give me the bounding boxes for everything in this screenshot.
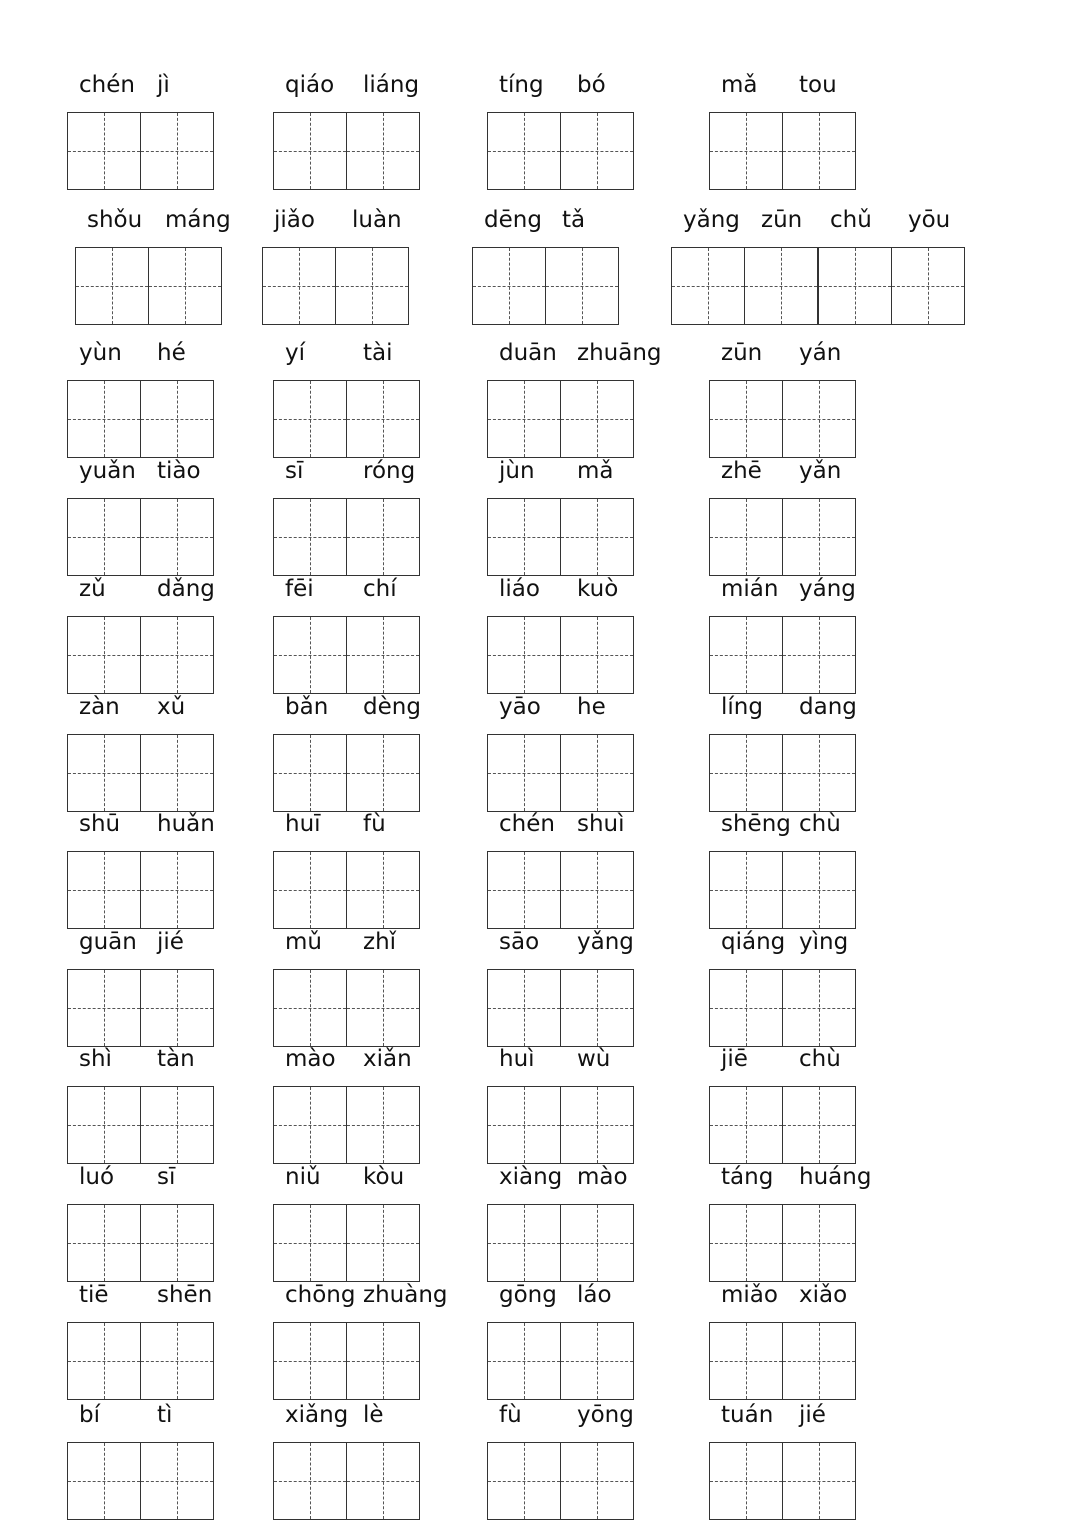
pinyin-syllable: róng bbox=[363, 458, 416, 484]
pinyin-syllable: mián bbox=[721, 576, 779, 602]
pinyin-label bbox=[709, 927, 909, 957]
pinyin-syllable: jié bbox=[799, 1402, 826, 1428]
writing-cell[interactable] bbox=[140, 1322, 214, 1400]
writing-cell[interactable] bbox=[487, 1322, 561, 1400]
writing-cell[interactable] bbox=[140, 380, 214, 458]
writing-cell[interactable] bbox=[560, 1086, 634, 1164]
writing-cell[interactable] bbox=[487, 498, 561, 576]
pinyin-syllable: xiǎo bbox=[799, 1282, 848, 1308]
writing-cell[interactable] bbox=[782, 616, 856, 694]
pinyin-syllable: yáng bbox=[799, 576, 856, 602]
pinyin-syllable: tǎ bbox=[562, 207, 586, 233]
pinyin-label bbox=[67, 809, 267, 839]
pinyin-label bbox=[273, 1162, 473, 1192]
writing-cell[interactable] bbox=[67, 1204, 141, 1282]
pinyin-syllable: yìng bbox=[799, 929, 849, 955]
pinyin-syllable: tàn bbox=[157, 1046, 195, 1072]
writing-cell[interactable] bbox=[273, 616, 347, 694]
writing-cell[interactable] bbox=[782, 1442, 856, 1520]
writing-cell[interactable] bbox=[273, 380, 347, 458]
pinyin-syllable: he bbox=[577, 694, 606, 720]
pinyin-syllable: sāo bbox=[499, 929, 540, 955]
writing-grid bbox=[273, 1322, 418, 1400]
pinyin-label bbox=[487, 338, 687, 368]
pinyin-label bbox=[709, 692, 909, 722]
pinyin-syllable: yōu bbox=[908, 207, 951, 233]
pinyin-label bbox=[472, 205, 672, 235]
pinyin-label bbox=[273, 70, 473, 100]
writing-cell[interactable] bbox=[335, 247, 409, 325]
writing-cell[interactable] bbox=[709, 498, 783, 576]
writing-cell[interactable] bbox=[487, 1204, 561, 1282]
writing-cell[interactable] bbox=[709, 1204, 783, 1282]
writing-cell[interactable] bbox=[140, 851, 214, 929]
pinyin-syllable: yùn bbox=[79, 340, 122, 366]
writing-cell[interactable] bbox=[273, 734, 347, 812]
writing-cell[interactable] bbox=[560, 498, 634, 576]
pinyin-syllable: fù bbox=[499, 1402, 522, 1428]
writing-cell[interactable] bbox=[140, 112, 214, 190]
pinyin-syllable: kòu bbox=[363, 1164, 405, 1190]
pinyin-label bbox=[273, 1400, 473, 1430]
writing-grid bbox=[67, 1204, 212, 1282]
writing-cell[interactable] bbox=[487, 380, 561, 458]
writing-cell[interactable] bbox=[346, 498, 420, 576]
pinyin-label bbox=[709, 809, 909, 839]
writing-cell[interactable] bbox=[782, 969, 856, 1047]
pinyin-syllable: shēn bbox=[157, 1282, 213, 1308]
writing-cell[interactable] bbox=[487, 616, 561, 694]
pinyin-syllable: shū bbox=[79, 811, 121, 837]
pinyin-syllable: kuò bbox=[577, 576, 619, 602]
pinyin-syllable: liáo bbox=[499, 576, 540, 602]
pinyin-syllable: jiē bbox=[721, 1046, 748, 1072]
writing-cell[interactable] bbox=[782, 1322, 856, 1400]
pinyin-syllable: zhuàng bbox=[363, 1282, 448, 1308]
pinyin-label bbox=[709, 1280, 909, 1310]
writing-cell[interactable] bbox=[67, 1086, 141, 1164]
writing-cell[interactable] bbox=[273, 1086, 347, 1164]
pinyin-label bbox=[67, 70, 267, 100]
pinyin-syllable: liáng bbox=[363, 72, 420, 98]
writing-cell[interactable] bbox=[148, 247, 222, 325]
writing-grid bbox=[487, 380, 632, 458]
writing-grid bbox=[709, 851, 854, 929]
pinyin-syllable: chù bbox=[799, 1046, 841, 1072]
writing-cell[interactable] bbox=[472, 247, 546, 325]
pinyin-syllable: gōng bbox=[499, 1282, 557, 1308]
pinyin-syllable: jiǎo bbox=[274, 207, 315, 233]
pinyin-syllable: zūn bbox=[721, 340, 763, 366]
writing-cell[interactable] bbox=[709, 616, 783, 694]
pinyin-syllable: hé bbox=[157, 340, 186, 366]
pinyin-label bbox=[487, 456, 687, 486]
pinyin-syllable: yōng bbox=[577, 1402, 634, 1428]
pinyin-syllable: máng bbox=[165, 207, 231, 233]
writing-cell[interactable] bbox=[891, 247, 965, 325]
pinyin-syllable: xiǎng bbox=[285, 1402, 349, 1428]
pinyin-syllable: huáng bbox=[799, 1164, 872, 1190]
writing-grid bbox=[273, 112, 418, 190]
writing-cell[interactable] bbox=[346, 1442, 420, 1520]
writing-grid bbox=[67, 1442, 212, 1520]
writing-cell[interactable] bbox=[782, 1204, 856, 1282]
writing-cell[interactable] bbox=[346, 1086, 420, 1164]
pinyin-syllable: dang bbox=[799, 694, 857, 720]
writing-cell[interactable] bbox=[67, 380, 141, 458]
pinyin-syllable: tiē bbox=[79, 1282, 109, 1308]
writing-cell[interactable] bbox=[346, 851, 420, 929]
writing-cell[interactable] bbox=[560, 112, 634, 190]
pinyin-syllable: chǔ bbox=[830, 207, 872, 233]
writing-cell[interactable] bbox=[487, 112, 561, 190]
pinyin-syllable: xiàng bbox=[499, 1164, 563, 1190]
pinyin-syllable: zūn bbox=[761, 207, 803, 233]
writing-grid bbox=[709, 969, 854, 1047]
pinyin-syllable: chén bbox=[79, 72, 135, 98]
writing-cell[interactable] bbox=[782, 1086, 856, 1164]
writing-cell[interactable] bbox=[671, 247, 745, 325]
writing-grid bbox=[67, 1086, 212, 1164]
writing-cell[interactable] bbox=[140, 1442, 214, 1520]
writing-cell[interactable] bbox=[140, 1086, 214, 1164]
writing-cell[interactable] bbox=[709, 969, 783, 1047]
pinyin-syllable: duān bbox=[499, 340, 557, 366]
writing-cell[interactable] bbox=[67, 1442, 141, 1520]
pinyin-syllable: chén bbox=[499, 811, 555, 837]
writing-cell[interactable] bbox=[560, 734, 634, 812]
pinyin-label bbox=[67, 574, 267, 604]
pinyin-label bbox=[67, 456, 267, 486]
writing-cell[interactable] bbox=[346, 380, 420, 458]
writing-grid bbox=[487, 851, 632, 929]
writing-cell[interactable] bbox=[67, 1322, 141, 1400]
writing-cell[interactable] bbox=[75, 247, 149, 325]
pinyin-syllable: sī bbox=[285, 458, 304, 484]
writing-grid bbox=[709, 1086, 854, 1164]
pinyin-syllable: tì bbox=[157, 1402, 173, 1428]
pinyin-label bbox=[273, 574, 473, 604]
pinyin-syllable: huī bbox=[285, 811, 321, 837]
writing-cell[interactable] bbox=[487, 851, 561, 929]
pinyin-syllable: bó bbox=[577, 72, 606, 98]
pinyin-syllable: fù bbox=[363, 811, 386, 837]
pinyin-syllable: chù bbox=[799, 811, 841, 837]
writing-grid bbox=[273, 1442, 418, 1520]
writing-grid bbox=[273, 1086, 418, 1164]
pinyin-label bbox=[487, 574, 687, 604]
writing-cell[interactable] bbox=[346, 969, 420, 1047]
writing-cell[interactable] bbox=[273, 1442, 347, 1520]
pinyin-syllable: tíng bbox=[499, 72, 544, 98]
writing-cell[interactable] bbox=[346, 616, 420, 694]
pinyin-syllable: dèng bbox=[363, 694, 421, 720]
writing-cell[interactable] bbox=[140, 616, 214, 694]
pinyin-label bbox=[75, 205, 275, 235]
writing-cell[interactable] bbox=[67, 498, 141, 576]
writing-cell[interactable] bbox=[487, 734, 561, 812]
pinyin-label bbox=[487, 1044, 687, 1074]
writing-cell[interactable] bbox=[346, 734, 420, 812]
pinyin-syllable: qiáo bbox=[285, 72, 335, 98]
pinyin-syllable: zǔ bbox=[79, 576, 106, 602]
pinyin-syllable: qiáng bbox=[721, 929, 786, 955]
writing-cell[interactable] bbox=[140, 734, 214, 812]
pinyin-syllable: zhǐ bbox=[363, 929, 397, 955]
pinyin-label bbox=[487, 692, 687, 722]
pinyin-syllable: dēng bbox=[484, 207, 542, 233]
pinyin-syllable: miǎo bbox=[721, 1282, 778, 1308]
pinyin-syllable: mào bbox=[285, 1046, 336, 1072]
pinyin-syllable: zhē bbox=[721, 458, 762, 484]
writing-grid bbox=[487, 969, 632, 1047]
writing-cell[interactable] bbox=[782, 734, 856, 812]
writing-cell[interactable] bbox=[709, 1086, 783, 1164]
pinyin-label bbox=[709, 456, 909, 486]
pinyin-label bbox=[273, 809, 473, 839]
writing-grid bbox=[709, 380, 854, 458]
writing-cell[interactable] bbox=[545, 247, 619, 325]
writing-cell[interactable] bbox=[273, 1322, 347, 1400]
writing-cell[interactable] bbox=[709, 1442, 783, 1520]
pinyin-syllable: dǎng bbox=[157, 576, 215, 602]
pinyin-syllable: niǔ bbox=[285, 1164, 321, 1190]
writing-cell[interactable] bbox=[782, 498, 856, 576]
pinyin-syllable: luó bbox=[79, 1164, 115, 1190]
pinyin-syllable: fēi bbox=[285, 576, 314, 602]
writing-grid bbox=[818, 247, 963, 325]
pinyin-label bbox=[262, 205, 462, 235]
writing-cell[interactable] bbox=[140, 1204, 214, 1282]
writing-grid bbox=[487, 734, 632, 812]
pinyin-label bbox=[67, 1044, 267, 1074]
pinyin-label bbox=[273, 1280, 473, 1310]
pinyin-label bbox=[487, 1162, 687, 1192]
writing-cell[interactable] bbox=[140, 969, 214, 1047]
writing-grid bbox=[67, 112, 212, 190]
pinyin-syllable: jùn bbox=[499, 458, 535, 484]
pinyin-label bbox=[487, 1280, 687, 1310]
pinyin-syllable: huì bbox=[499, 1046, 535, 1072]
pinyin-syllable: guān bbox=[79, 929, 137, 955]
writing-grid bbox=[487, 1086, 632, 1164]
pinyin-syllable: mào bbox=[577, 1164, 628, 1190]
pinyin-syllable: shì bbox=[79, 1046, 112, 1072]
writing-grid bbox=[487, 1442, 632, 1520]
writing-grid bbox=[487, 1322, 632, 1400]
pinyin-syllable: tiào bbox=[157, 458, 201, 484]
pinyin-syllable: xiǎn bbox=[363, 1046, 412, 1072]
writing-cell[interactable] bbox=[487, 969, 561, 1047]
writing-grid bbox=[67, 498, 212, 576]
pinyin-label bbox=[487, 1400, 687, 1430]
writing-grid bbox=[671, 247, 816, 325]
pinyin-label bbox=[709, 1400, 909, 1430]
writing-grid bbox=[273, 498, 418, 576]
writing-cell[interactable] bbox=[487, 1442, 561, 1520]
pinyin-syllable: yǎng bbox=[577, 929, 634, 955]
pinyin-syllable: yǎng bbox=[683, 207, 740, 233]
writing-cell[interactable] bbox=[487, 1086, 561, 1164]
writing-grid bbox=[67, 734, 212, 812]
pinyin-syllable: luàn bbox=[352, 207, 402, 233]
writing-cell[interactable] bbox=[709, 1322, 783, 1400]
writing-cell[interactable] bbox=[709, 380, 783, 458]
writing-cell[interactable] bbox=[709, 851, 783, 929]
pinyin-label bbox=[487, 927, 687, 957]
writing-grid bbox=[709, 616, 854, 694]
pinyin-syllable: tou bbox=[799, 72, 837, 98]
pinyin-label bbox=[709, 1044, 909, 1074]
writing-grid bbox=[67, 969, 212, 1047]
writing-cell[interactable] bbox=[560, 969, 634, 1047]
writing-cell[interactable] bbox=[67, 969, 141, 1047]
pinyin-syllable: jì bbox=[157, 72, 170, 98]
pinyin-syllable: yán bbox=[799, 340, 842, 366]
writing-cell[interactable] bbox=[273, 1204, 347, 1282]
writing-cell[interactable] bbox=[67, 616, 141, 694]
pinyin-syllable: lè bbox=[363, 1402, 384, 1428]
writing-grid bbox=[67, 1322, 212, 1400]
writing-cell[interactable] bbox=[262, 247, 336, 325]
pinyin-syllable: chí bbox=[363, 576, 397, 602]
pinyin-label bbox=[67, 692, 267, 722]
pinyin-syllable: yāo bbox=[499, 694, 541, 720]
writing-grid bbox=[273, 380, 418, 458]
pinyin-syllable: wù bbox=[577, 1046, 611, 1072]
writing-cell[interactable] bbox=[67, 734, 141, 812]
pinyin-syllable: yí bbox=[285, 340, 306, 366]
writing-grid bbox=[709, 734, 854, 812]
pinyin-syllable: shēng bbox=[721, 811, 791, 837]
pinyin-syllable: tài bbox=[363, 340, 393, 366]
writing-cell[interactable] bbox=[818, 247, 892, 325]
pinyin-syllable: mǎ bbox=[577, 458, 614, 484]
pinyin-syllable: shuì bbox=[577, 811, 625, 837]
writing-grid bbox=[709, 1204, 854, 1282]
writing-grid bbox=[67, 380, 212, 458]
pinyin-syllable: zàn bbox=[79, 694, 120, 720]
writing-grid bbox=[709, 498, 854, 576]
pinyin-label bbox=[487, 809, 687, 839]
writing-cell[interactable] bbox=[67, 112, 141, 190]
pinyin-syllable: yǎn bbox=[799, 458, 842, 484]
writing-cell[interactable] bbox=[140, 498, 214, 576]
writing-cell[interactable] bbox=[709, 734, 783, 812]
writing-cell[interactable] bbox=[346, 1322, 420, 1400]
writing-grid bbox=[67, 616, 212, 694]
pinyin-syllable: bí bbox=[79, 1402, 100, 1428]
writing-cell[interactable] bbox=[560, 1322, 634, 1400]
writing-cell[interactable] bbox=[744, 247, 818, 325]
writing-cell[interactable] bbox=[782, 380, 856, 458]
writing-cell[interactable] bbox=[782, 112, 856, 190]
pinyin-label bbox=[487, 70, 687, 100]
pinyin-syllable: tuán bbox=[721, 1402, 774, 1428]
writing-grid bbox=[709, 112, 854, 190]
writing-grid bbox=[273, 969, 418, 1047]
pinyin-label bbox=[67, 338, 267, 368]
pinyin-label bbox=[709, 1162, 909, 1192]
writing-grid bbox=[487, 1204, 632, 1282]
writing-grid bbox=[487, 112, 632, 190]
writing-grid bbox=[273, 616, 418, 694]
pinyin-label bbox=[273, 456, 473, 486]
pinyin-label bbox=[273, 927, 473, 957]
pinyin-label bbox=[67, 1280, 267, 1310]
pinyin-syllable: yuǎn bbox=[79, 458, 136, 484]
pinyin-syllable: shǒu bbox=[87, 207, 143, 233]
pinyin-label bbox=[273, 1044, 473, 1074]
writing-cell[interactable] bbox=[560, 1442, 634, 1520]
pinyin-label bbox=[709, 70, 909, 100]
writing-cell[interactable] bbox=[560, 851, 634, 929]
writing-cell[interactable] bbox=[67, 851, 141, 929]
writing-grid bbox=[472, 247, 617, 325]
writing-cell[interactable] bbox=[560, 616, 634, 694]
pinyin-label bbox=[273, 338, 473, 368]
pinyin-syllable: zhuāng bbox=[577, 340, 662, 366]
writing-grid bbox=[487, 616, 632, 694]
writing-grid bbox=[709, 1442, 854, 1520]
writing-grid bbox=[67, 851, 212, 929]
pinyin-syllable: bǎn bbox=[285, 694, 329, 720]
writing-cell[interactable] bbox=[709, 112, 783, 190]
pinyin-label bbox=[67, 1400, 267, 1430]
pinyin-syllable: huǎn bbox=[157, 811, 215, 837]
writing-grid bbox=[709, 1322, 854, 1400]
writing-cell[interactable] bbox=[346, 112, 420, 190]
writing-grid bbox=[273, 734, 418, 812]
writing-grid bbox=[262, 247, 407, 325]
pinyin-label bbox=[818, 205, 1018, 235]
writing-grid bbox=[75, 247, 220, 325]
writing-grid bbox=[273, 1204, 418, 1282]
pinyin-label bbox=[273, 692, 473, 722]
pinyin-syllable: táng bbox=[721, 1164, 774, 1190]
pinyin-syllable: mǔ bbox=[285, 929, 322, 955]
writing-cell[interactable] bbox=[346, 1204, 420, 1282]
pinyin-syllable: chōng bbox=[285, 1282, 356, 1308]
pinyin-label bbox=[67, 927, 267, 957]
pinyin-syllable: jié bbox=[157, 929, 184, 955]
writing-cell[interactable] bbox=[560, 380, 634, 458]
pinyin-label bbox=[709, 338, 909, 368]
pinyin-syllable: sī bbox=[157, 1164, 176, 1190]
pinyin-label bbox=[709, 574, 909, 604]
writing-grid bbox=[273, 851, 418, 929]
pinyin-syllable: líng bbox=[721, 694, 763, 720]
pinyin-syllable: xǔ bbox=[157, 694, 186, 720]
writing-cell[interactable] bbox=[560, 1204, 634, 1282]
writing-cell[interactable] bbox=[273, 851, 347, 929]
writing-cell[interactable] bbox=[273, 112, 347, 190]
writing-cell[interactable] bbox=[782, 851, 856, 929]
pinyin-syllable: mǎ bbox=[721, 72, 758, 98]
pinyin-syllable: láo bbox=[577, 1282, 612, 1308]
writing-grid bbox=[487, 498, 632, 576]
writing-cell[interactable] bbox=[273, 498, 347, 576]
writing-cell[interactable] bbox=[273, 969, 347, 1047]
pinyin-label bbox=[67, 1162, 267, 1192]
